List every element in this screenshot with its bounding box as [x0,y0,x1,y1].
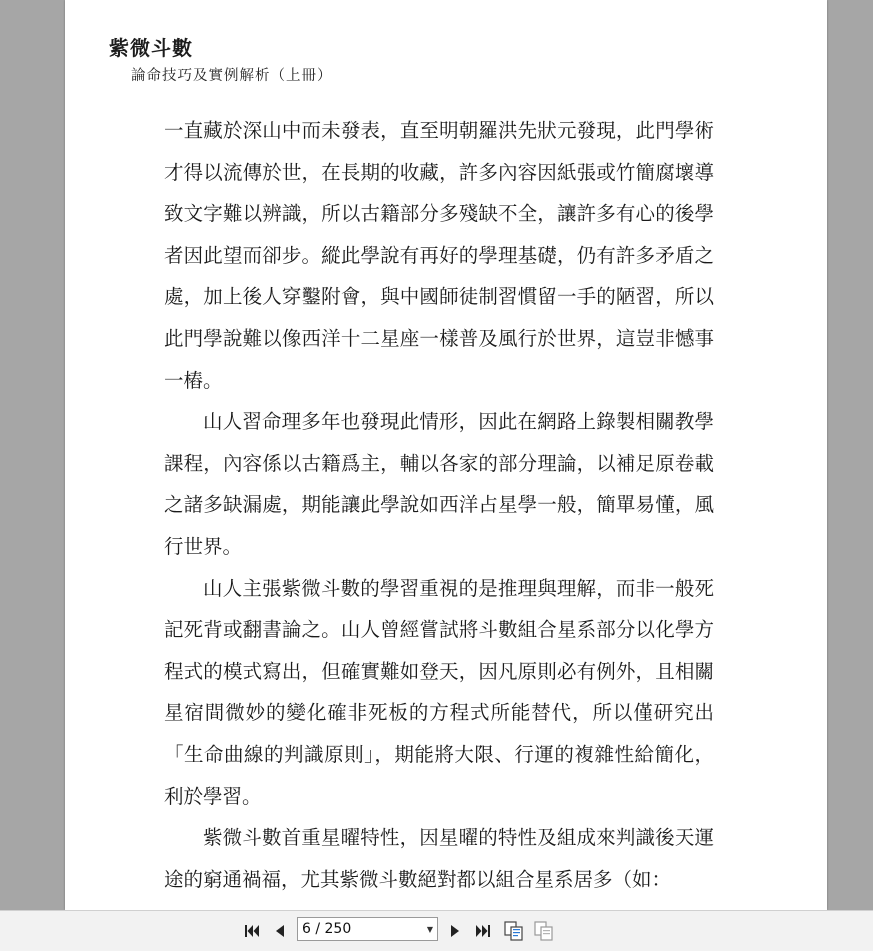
header-title: 紫微斗數 [109,36,193,60]
next-page-button[interactable] [443,919,467,943]
chevron-down-icon: ▼ [426,924,434,934]
two-page-view-icon [533,920,555,942]
two-page-view-button[interactable] [532,919,556,943]
page-number-select[interactable] [297,917,438,941]
first-page-button[interactable] [240,919,264,943]
single-page-view-icon [503,920,525,942]
page-indicator: 6 / 250 [302,921,352,937]
body-text [164,110,714,900]
previous-page-button[interactable] [268,919,292,943]
document-page[interactable] [65,0,827,910]
paragraph-2: 山人習命理多年也發現此情形，因此在網路上錄製相關教學課程，內容係以古籍爲主，輔以各家的部分理論，以補足原卷載之諸多缺漏處，期能讓此學說如西洋占星學一般，簡單易懂，風行世界。 [164,410,714,558]
last-page-button[interactable] [471,919,495,943]
header-subtitle: 論命技巧及實例解析（上冊） [131,68,333,84]
next-page-icon [445,921,465,941]
previous-page-icon [270,921,290,941]
first-page-icon [242,921,262,941]
paragraph-1: 一直藏於深山中而未發表，直至明朝羅洪先狀元發現，此門學術才得以流傳於世，在長期的收藏，許多內容因紙張或竹簡腐壞導致文字難以辨識，所以古籍部分多殘缺不全，讓許多有心的後學者因此望而卻步。縱此學說有再好的學理基礎，仍有許多矛盾之處，加上後人穿鑿附會，與中國師徒制習慣留一手的陋習，所以此門學說難以像西洋十二星座一樣普及風行於世界，這豈非憾事一樁。 [164,119,714,392]
paragraph-4: 紫微斗數首重星曜特性，因星曜的特性及組成來判識後天運途的窮通禍福，尤其紫微斗數絕對都以組合星系居多（如： [164,826,714,891]
single-page-view-button[interactable] [502,919,526,943]
navigation-toolbar [0,910,873,951]
last-page-icon [473,921,493,941]
paragraph-3: 山人主張紫微斗數的學習重視的是推理與理解，而非一般死記死背或翻書論之。山人曾經嘗試將斗數組合星系部分以化學方程式的模式寫出，但確實難如登天，因凡原則必有例外，且相關星宿間微妙的變化確非死板的方程式所能替代，所以僅研究出「生命曲線的判識原則」，期能將大限、行運的複雜性給簡化，利於學習。 [164,576,714,808]
